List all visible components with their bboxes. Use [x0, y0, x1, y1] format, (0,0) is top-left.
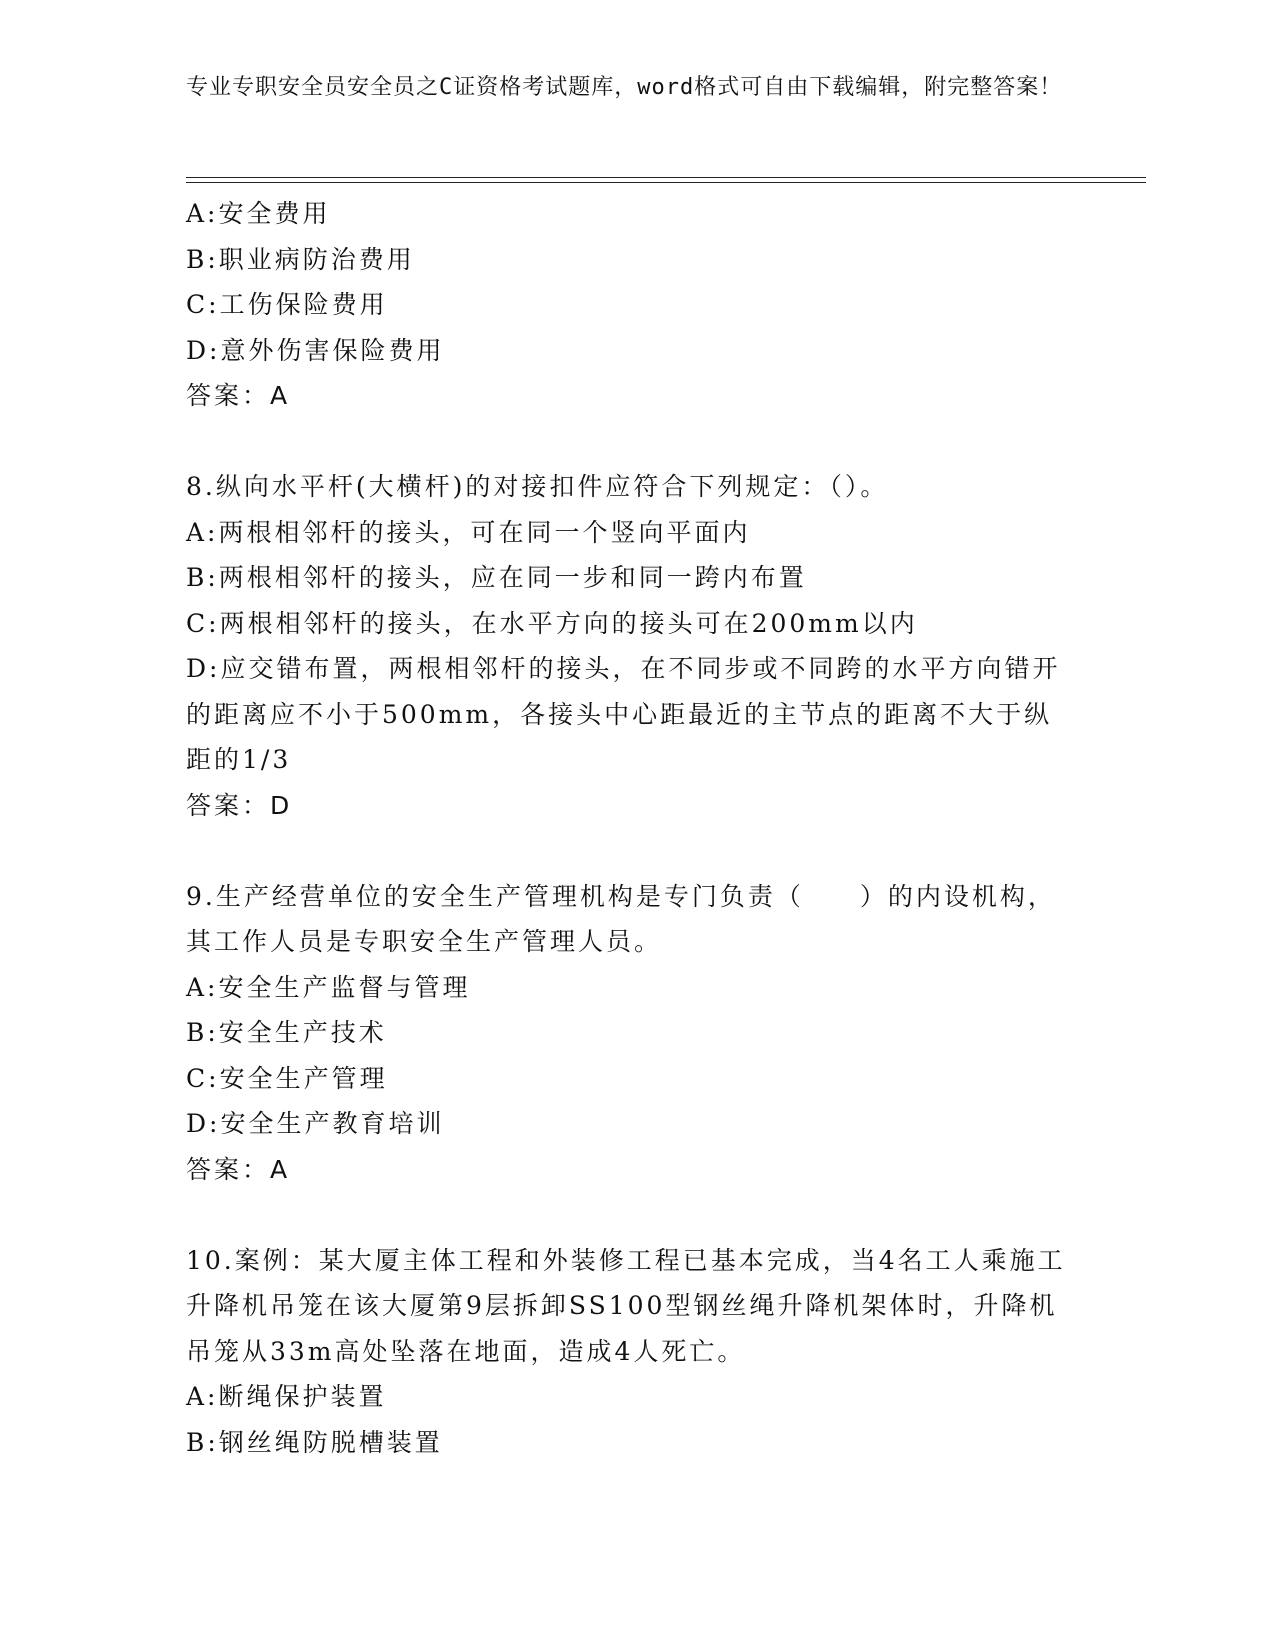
answer-line: 答案：D [186, 790, 293, 820]
question-block [186, 874, 1086, 1193]
answer-line: 答案：A [186, 381, 291, 410]
header-divider-top [186, 177, 1146, 178]
question-block [186, 191, 1086, 419]
answer-line: 答案：A [186, 1154, 291, 1184]
page-header: 专业专职安全员安全员之C证资格考试题库，word格式可自由下载编辑，附完整答案！ [186, 75, 1063, 100]
question-list [186, 191, 1086, 1465]
question-stem: 9.生产经营单位的安全生产管理机构是专门负责（ ）的内设机构，其工作人员是专职安全生产管理人员。 [186, 881, 1056, 956]
option-d: D:意外伤害保险费用 [186, 335, 445, 365]
option-b: B:安全生产技术 [186, 1018, 387, 1047]
option-a: A:断绳保护装置 [186, 1382, 387, 1411]
question-block [186, 464, 1086, 828]
header-divider-bottom [186, 182, 1146, 183]
option-b: B:钢丝绳防脱槽装置 [186, 1427, 443, 1457]
question-block [186, 1238, 1086, 1466]
option-a: A:安全费用 [186, 199, 331, 228]
option-b: B:职业病防治费用 [186, 244, 415, 274]
option-a: A:安全生产监督与管理 [186, 972, 471, 1002]
option-c: C:安全生产管理 [186, 1063, 388, 1093]
option-c: C:工伤保险费用 [186, 290, 388, 319]
option-b: B:两根相邻杆的接头，应在同一步和同一跨内布置 [186, 563, 807, 592]
option-a: A:两根相邻杆的接头，可在同一个竖向平面内 [186, 517, 751, 547]
option-d: D:应交错布置，两根相邻杆的接头，在不同步或不同跨的水平方向错开的距离应不小于500mm，各接头中心距最近的主节点的距离不大于纵距的1/3 [186, 654, 1061, 774]
question-stem: 8.纵向水平杆(大横杆)的对接扣件应符合下列规定：（）。 [186, 472, 889, 501]
option-c: C:两根相邻杆的接头，在水平方向的接头可在200mm以内 [186, 608, 918, 638]
option-d: D:安全生产教育培训 [186, 1109, 445, 1138]
question-stem: 10.案例：某大厦主体工程和外装修工程已基本完成，当4名工人乘施工升降机吊笼在该大厦第9层拆卸SS100型钢丝绳升降机架体时，升降机吊笼从33m高处坠落在地面，造成4人死亡。 [186, 1245, 1066, 1366]
